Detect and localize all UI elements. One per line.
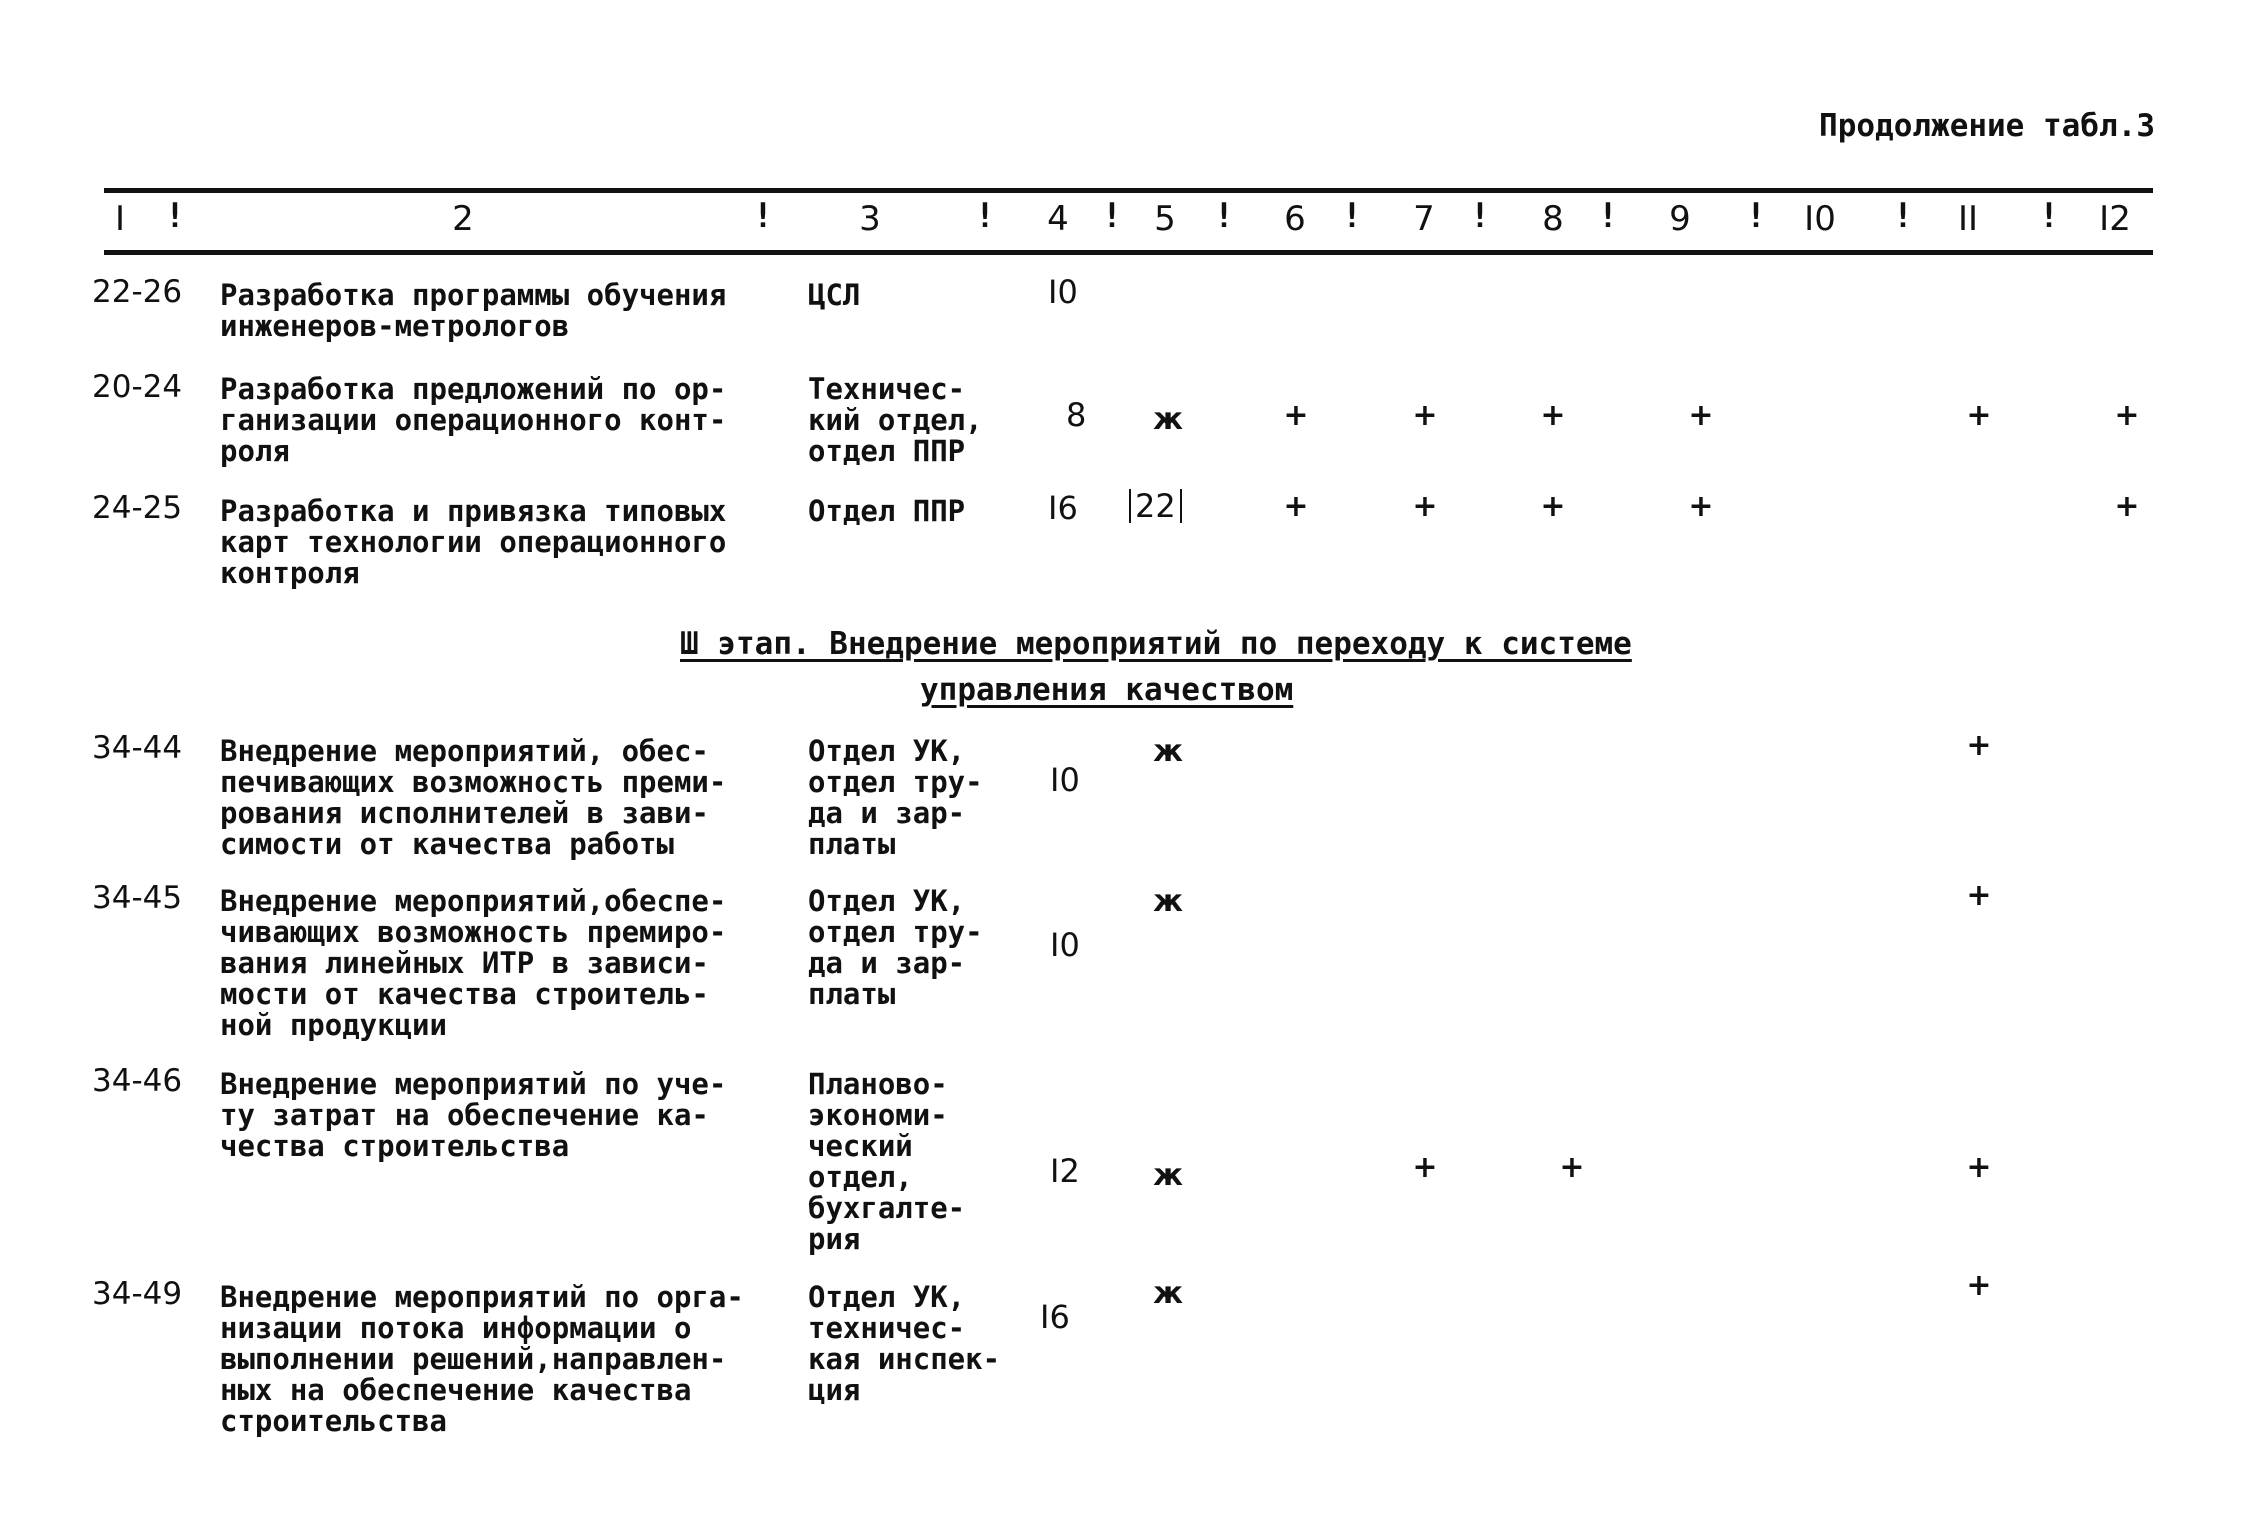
row-task: Разработка предложений по ор- ганизации операционного конт- роля (220, 372, 727, 468)
col-separator: ! (2038, 196, 2060, 236)
row-boxed-value-col5: 22 (1129, 489, 1182, 523)
row-mark-col8: + (1540, 398, 1566, 433)
row-mark-col5: ж (1153, 402, 1183, 437)
row-mark-col8: + (1540, 489, 1566, 524)
row-duration: I0 (1048, 273, 1078, 311)
row-duration: I6 (1048, 489, 1078, 527)
row-code: 34-44 (92, 730, 183, 766)
row-responsible: Планово- экономи- ческий отдел, бухгалте- рия (808, 1067, 966, 1256)
page-heading: Продолжение табл.3 (1819, 108, 2155, 144)
row-duration: I0 (1050, 926, 1080, 964)
col-header-9: 9 (1669, 199, 1691, 239)
row-responsible: Отдел УК, отдел тру- да и зар- платы (808, 884, 983, 1011)
row-duration: I0 (1050, 761, 1080, 799)
row-code: 24-25 (92, 490, 183, 526)
col-header-10: I0 (1804, 199, 1836, 239)
row-mark-col8: + (1559, 1150, 1585, 1185)
row-task: Разработка и привязка типовых карт технологии операционного контроля (220, 494, 727, 590)
row-mark-col11: + (1966, 878, 1992, 913)
stage-heading-line1: Ш этап. Внедрение мероприятий по переходу к системе (680, 626, 1632, 662)
col-header-11: II (1957, 199, 1979, 239)
row-responsible: Отдел УК, техничес- кая инспек- ция (808, 1280, 1001, 1407)
row-mark-col9: + (1688, 398, 1714, 433)
col-header-5: 5 (1154, 199, 1176, 239)
col-separator: ! (1213, 196, 1235, 236)
col-header-8: 8 (1542, 199, 1564, 239)
col-separator: ! (974, 196, 996, 236)
row-mark-col12: + (2114, 398, 2140, 433)
col-separator: ! (1469, 196, 1491, 236)
row-responsible: ЦСЛ (808, 278, 861, 312)
row-mark-col12: + (2114, 489, 2140, 524)
row-responsible: Отдел УК, отдел тру- да и зар- платы (808, 734, 983, 861)
col-separator: ! (1597, 196, 1619, 236)
row-code: 34-45 (92, 880, 183, 916)
row-code: 20-24 (92, 369, 183, 405)
stage-heading-line2: управления качеством (920, 672, 1294, 708)
col-separator: ! (1101, 196, 1123, 236)
col-separator: ! (1745, 196, 1767, 236)
row-mark-col11: + (1966, 1150, 1992, 1185)
col-header-2: 2 (452, 199, 474, 239)
row-mark-col9: + (1688, 489, 1714, 524)
row-mark-col5: ж (1153, 1276, 1183, 1311)
row-mark-col5: ж (1153, 734, 1183, 769)
row-mark-col6: + (1283, 489, 1309, 524)
row-code: 34-49 (92, 1276, 183, 1312)
row-mark-col7: + (1412, 489, 1438, 524)
row-code: 34-46 (92, 1063, 183, 1099)
row-mark-col7: + (1412, 1150, 1438, 1185)
row-duration: 8 (1066, 396, 1087, 434)
col-header-12: I2 (2099, 199, 2131, 239)
row-duration: I2 (1050, 1152, 1080, 1190)
col-header-3: 3 (859, 199, 881, 239)
row-mark-col11: + (1966, 1268, 1992, 1303)
row-task: Внедрение мероприятий по орга- низации потока информации о выполнении решений,направлен- ных на обеспечение качества строительства (220, 1280, 744, 1438)
col-separator: ! (1341, 196, 1363, 236)
row-mark-col6: + (1283, 398, 1309, 433)
col-separator: ! (164, 196, 186, 236)
row-responsible: Отдел ППР (808, 494, 966, 528)
row-mark-col11: + (1966, 728, 1992, 763)
row-mark-col5: ж (1153, 884, 1183, 919)
col-separator: ! (1892, 196, 1914, 236)
row-duration: I6 (1040, 1298, 1070, 1336)
col-separator: ! (752, 196, 774, 236)
row-responsible: Техничес- кий отдел, отдел ППР (808, 372, 983, 468)
col-header-6: 6 (1284, 199, 1306, 239)
row-task: Разработка программы обучения инженеров-метрологов (220, 278, 727, 343)
col-header-4: 4 (1047, 199, 1069, 239)
row-mark-col11: + (1966, 398, 1992, 433)
row-task: Внедрение мероприятий, обес- печивающих возможность преми- рования исполнителей в зави- симости от качества работы (220, 734, 727, 861)
row-mark-col5: ж (1153, 1158, 1183, 1193)
col-header-1: I (114, 199, 126, 239)
table-top-rule (104, 188, 2153, 193)
row-mark-col7: + (1412, 398, 1438, 433)
row-task: Внедрение мероприятий,обеспе- чивающих возможность премиро- вания линейных ИТР в зависи- мости от качества строитель- ной продукции (220, 884, 727, 1042)
row-code: 22-26 (92, 274, 183, 310)
table-header-rule (104, 250, 2153, 255)
row-task: Внедрение мероприятий по уче- ту затрат на обеспечение ка- чества строительства (220, 1067, 727, 1163)
col-header-7: 7 (1413, 199, 1435, 239)
